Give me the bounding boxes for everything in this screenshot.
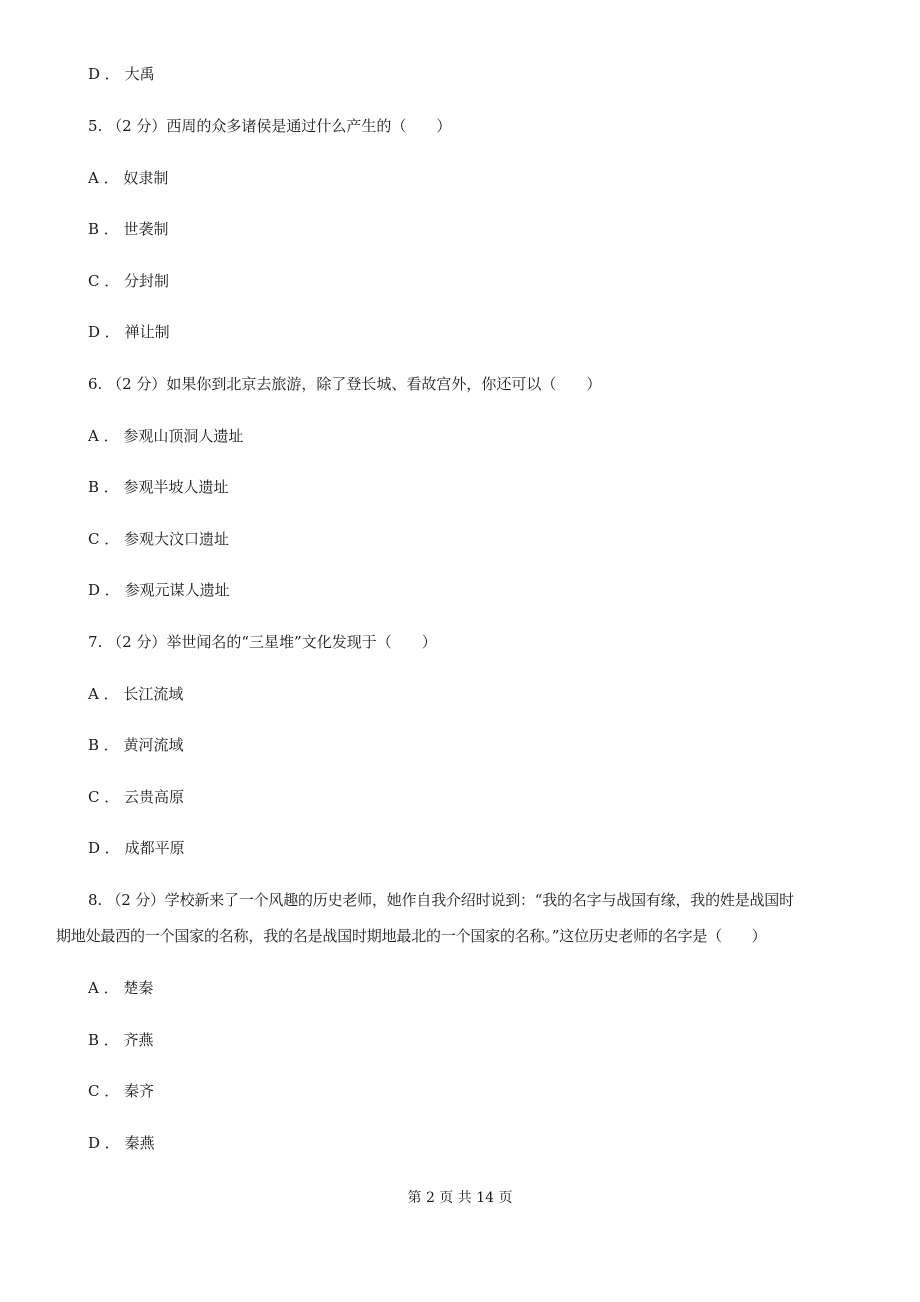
question-7-option-c: C ． 云贵高原 bbox=[88, 788, 185, 806]
question-6-option-c: C ． 参观大汶口遗址 bbox=[88, 530, 230, 548]
question-5-option-c: C ． 分封制 bbox=[88, 272, 170, 290]
question-6-option-d: D ． 参观元谋人遗址 bbox=[88, 581, 230, 599]
option-d-prev-question: D ． 大禹 bbox=[88, 65, 155, 83]
question-5-stem: 5. （2 分）西周的众多诸侯是通过什么产生的（ ） bbox=[88, 117, 452, 135]
question-7-option-a: A ． 长江流域 bbox=[88, 685, 184, 703]
question-6-option-b: B ． 参观半坡人遗址 bbox=[88, 478, 229, 496]
question-6-stem: 6. （2 分）如果你到北京去旅游，除了登长城、看故宫外，你还可以（ ） bbox=[88, 375, 602, 393]
question-6-option-a: A ． 参观山顶洞人遗址 bbox=[88, 427, 244, 445]
question-8-option-c: C ． 秦齐 bbox=[88, 1082, 155, 1100]
question-5-option-d: D ． 禅让制 bbox=[88, 323, 170, 341]
question-7-option-b: B ． 黄河流域 bbox=[88, 736, 184, 754]
question-8-option-a: A ． 楚秦 bbox=[88, 979, 154, 997]
question-5-option-b: B ． 世袭制 bbox=[88, 220, 169, 238]
question-8-stem-line-2: 期地处最西的一个国家的名称，我的名是战国时期地最北的一个国家的名称。”这位历史老师的名字是（ ） bbox=[56, 927, 767, 945]
question-8-option-b: B ． 齐燕 bbox=[88, 1031, 154, 1049]
page-footer: 第 2 页 共 14 页 bbox=[407, 1190, 513, 1206]
question-7-stem: 7. （2 分）举世闻名的“三星堆”文化发现于（ ） bbox=[88, 633, 437, 651]
question-7-option-d: D ． 成都平原 bbox=[88, 839, 185, 857]
question-8-stem-line-1: 8. （2 分）学校新来了一个风趣的历史老师，她作自我介绍时说到：“我的名字与战国有缘，我的姓是战国时 bbox=[88, 891, 794, 909]
question-5-option-a: A ． 奴隶制 bbox=[88, 169, 169, 187]
question-8-option-d: D ． 秦燕 bbox=[88, 1134, 155, 1152]
